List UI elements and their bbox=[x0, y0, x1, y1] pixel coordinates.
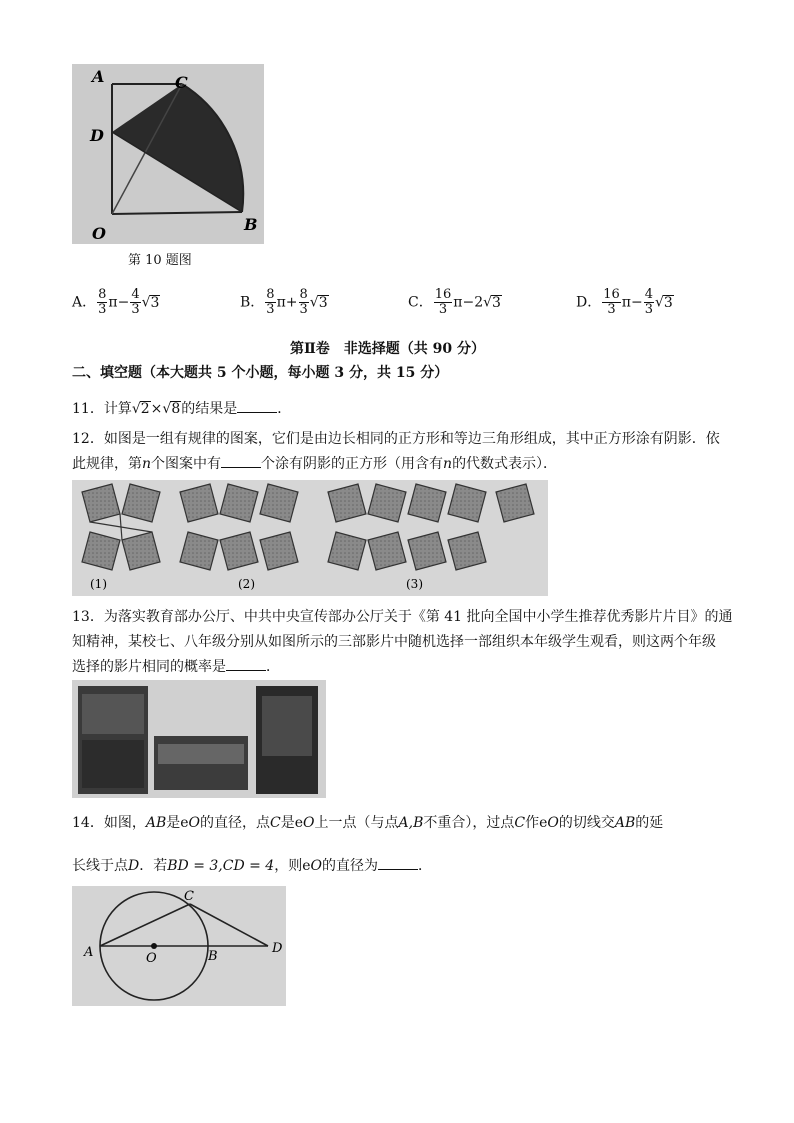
section2-title: 第Ⅱ卷 非选择题（共 90 分） bbox=[290, 341, 486, 357]
q10-option-d[interactable]: D． $\frac{16}{3}$ π− $\frac{4}{3}$ √3 bbox=[576, 287, 673, 317]
q10-diagram bbox=[72, 64, 264, 244]
q12-figure bbox=[72, 480, 548, 596]
pattern-label-2: (2) bbox=[238, 577, 255, 591]
q14-label-A: A bbox=[84, 945, 94, 960]
label-A: A bbox=[92, 67, 105, 86]
q13-line3: 选择的影片相同的概率是 ． bbox=[72, 656, 280, 678]
q14-line2: 长线于点D．若BD = 3,CD = 4，则eO的直径为 ． bbox=[72, 855, 432, 877]
q14-line1: 14．如图，AB是eO的直径，点C是eO上一点（与点A,B不重合），过点C作eO的切线交AB的延 bbox=[72, 815, 664, 831]
label-C: C bbox=[175, 73, 188, 92]
q14-label-D: D bbox=[272, 941, 283, 956]
q10-figure bbox=[72, 64, 264, 244]
q10-option-c[interactable]: C． $\frac{16}{3}$ π−2√3 bbox=[408, 287, 501, 317]
q11: 11．计算√2×√8的结果是 ． bbox=[72, 398, 291, 420]
q10-option-b[interactable]: B． $\frac{8}{3}$ π+ $\frac{8}{3}$ √3 bbox=[240, 287, 328, 317]
q12-answer-blank[interactable] bbox=[221, 453, 261, 468]
label-O: O bbox=[92, 224, 106, 243]
fill-heading: 二、填空题（本大题共 5 个小题，每小题 3 分，共 15 分） bbox=[72, 365, 449, 381]
q13-figure bbox=[72, 680, 326, 798]
q11-answer-blank[interactable] bbox=[237, 398, 277, 413]
q14-label-O: O bbox=[146, 951, 157, 966]
center-point bbox=[151, 943, 157, 949]
q12-pattern-diagram bbox=[72, 480, 548, 596]
pattern-label-3: (3) bbox=[406, 577, 423, 591]
label-D: D bbox=[90, 126, 104, 145]
q10-option-a[interactable]: A． $\frac{8}{3}$ π− $\frac{4}{3}$ √3 bbox=[72, 287, 160, 317]
q13-answer-blank[interactable] bbox=[226, 656, 266, 671]
pattern-label-1: (1) bbox=[90, 577, 107, 591]
q13-line1: 13．为落实教育部办公厅、中共中央宣传部办公厅关于《第 41 批向全国中小学生推荐优秀影片片目》的通 bbox=[72, 609, 733, 625]
q14-answer-blank[interactable] bbox=[378, 855, 418, 870]
q13-film-posters bbox=[72, 680, 326, 798]
q13-line2: 知精神，某校七、八年级分别从如图所示的三部影片中随机选择一部组织本年级学生观看，则这两个年级 bbox=[72, 634, 716, 650]
q14-label-B: B bbox=[208, 949, 218, 964]
q12-line1: 12．如图是一组有规律的图案，它们是由边长相同的正方形和等边三角形组成，其中正方形涂有阴影．依 bbox=[72, 431, 720, 447]
q12-line2: 此规律，第n个图案中有 个涂有阴影的正方形（用含有n的代数式表示）． bbox=[72, 453, 557, 475]
label-B: B bbox=[244, 215, 258, 234]
q14-circle-diagram bbox=[72, 886, 286, 1006]
q14-figure bbox=[72, 886, 286, 1006]
q14-label-C: C bbox=[184, 889, 194, 904]
q10-caption: 第 10 题图 bbox=[128, 253, 192, 268]
